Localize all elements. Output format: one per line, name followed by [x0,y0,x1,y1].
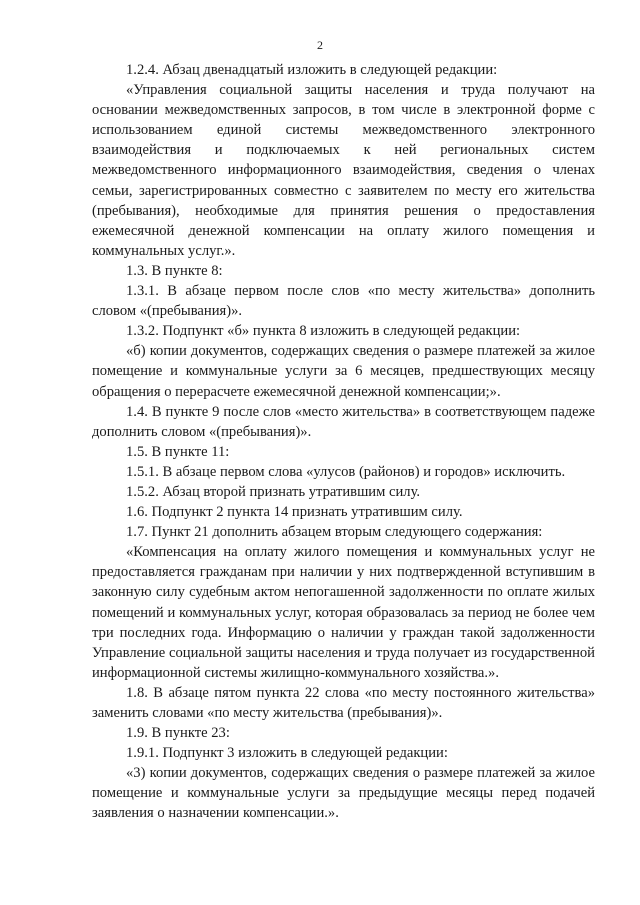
paragraph-1-4: 1.4. В пункте 9 после слов «место жительства» в соответствующем падеже дополнить словом «(пребывания)». [92,403,595,440]
paragraph-1-3: 1.3. В пункте 8: [126,262,223,279]
paragraph-1-7-text: «Компенсация на оплату жилого помещения и коммунальных услуг не предоставляется гражданам при наличии у них подтвержденной вступившим в законную силу судебным актом непогашенной задолженности по оплате жилых помещений и коммунальных услуг, которая образовалась за период не более чем три последних года. Информацию о наличии у граждан такой задолженности Управление социальной защиты населения и труда получает из государственной информационной системы жилищно-коммунального хозяйства.». [92,544,595,681]
paragraph-1-2-4-text: «Управления социальной защиты населения и труда получают на основании межведомственных запросов, в том числе в электронной форме с использованием единой системы межведомственного электронного взаимодействия и подключаемых к ней региональных систем межведомственного информационного взаимодействия, сведения о членах семьи, зарегистрированных совместно с заявителем по месту его жительства (пребывания), необходимые для принятия решения о предоставления ежемесячной денежной компенсации на оплату жилого помещения и коммунальных услуг.». [92,82,595,259]
paragraph-1-6: 1.6. Подпункт 2 пункта 14 признать утратившим силу. [126,504,463,521]
paragraph-1-3-1: 1.3.1. В абзаце первом после слов «по месту жительства» дополнить словом «(пребывания)». [92,283,595,320]
paragraph-1-9: 1.9. В пункте 23: [126,725,230,742]
paragraph-1-3-2: 1.3.2. Подпункт «б» пункта 8 изложить в следующей редакции: [126,323,521,340]
paragraph-1-9-1: 1.9.1. Подпункт 3 изложить в следующей редакции: [126,745,448,762]
paragraph-1-9-1-text: «3) копии документов, содержащих сведения о размере платежей за жилое помещение и коммунальные услуги за предыдущие месяцы перед подачей заявления о назначении компенсации.». [92,765,595,822]
paragraph-1-3-2-text: «б) копии документов, содержащих сведения о размере платежей за жилое помещение и коммунальные услуги за 6 месяцев, предшествующих месяцу обращения о перерасчете ежемесячной денежной компенсации;». [92,343,595,400]
document-body [92,60,595,824]
paragraph-1-7: 1.7. Пункт 21 дополнить абзацем вторым следующего содержания: [126,524,543,541]
paragraph-1-5-1: 1.5.1. В абзаце первом слова «улусов (районов) и городов» исключить. [126,463,566,480]
page-number: 2 [317,38,323,52]
paragraph-1-2-4: 1.2.4. Абзац двенадцатый изложить в следующей редакции: [126,62,498,78]
paragraph-1-5-2: 1.5.2. Абзац второй признать утратившим силу. [126,483,421,500]
paragraph-1-8: 1.8. В абзаце пятом пункта 22 слова «по месту постоянного жительства» заменить словами «по месту жительства (пребывания)». [92,684,595,721]
paragraph-1-5: 1.5. В пункте 11: [126,443,230,460]
